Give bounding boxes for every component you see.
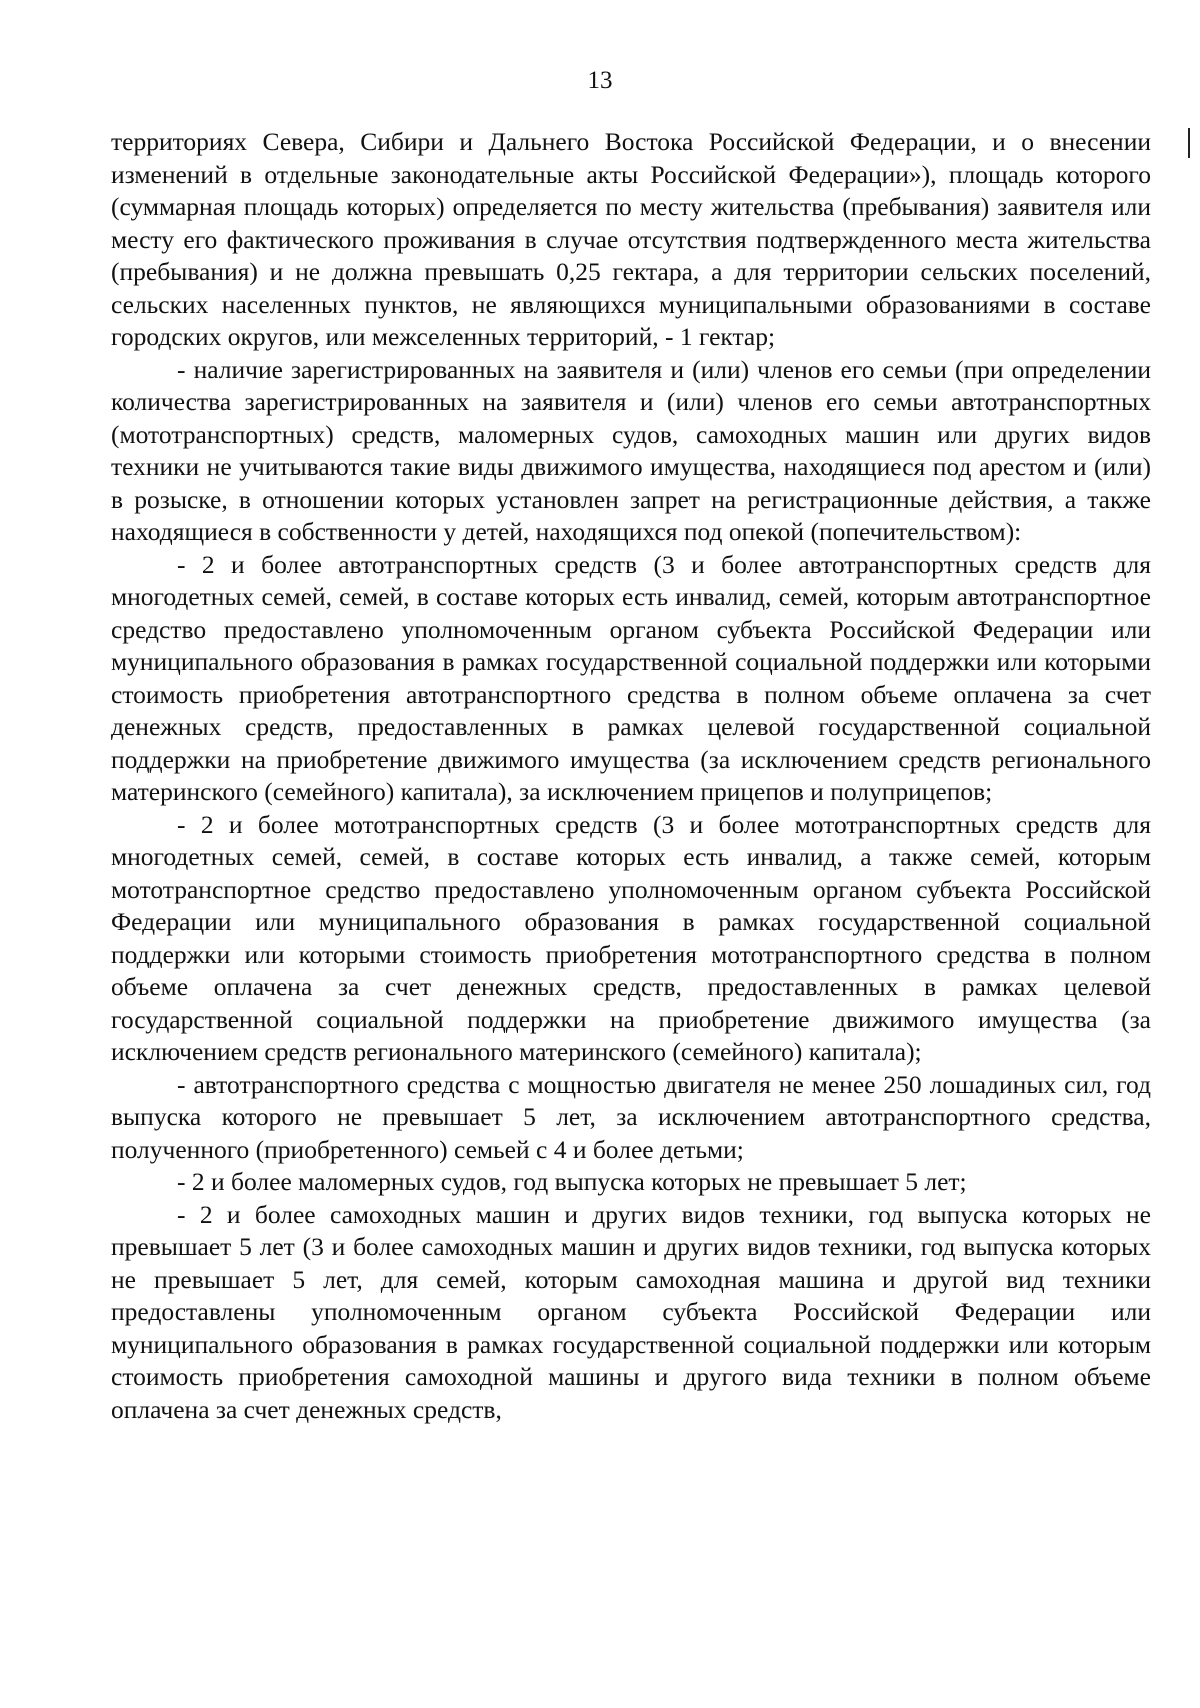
paragraph-5: - автотранспортного средства с мощностью двигателя не менее 250 лошадиных сил, год выпуска которого не превышает 5 лет, за исключением автотранспортного средства, полученного (приобретенного) семьей с 4 и более детьми;: [111, 1069, 1151, 1164]
paragraph-1: территориях Севера, Сибири и Дальнего Востока Российской Федерации, и о внесении изменений в отдельные законодательные акты Российской Федерации»), площадь которого (суммарная площадь которых) определяется по месту жительства (пребывания) заявителя или месту его фактического проживания в случае отсутствия подтвержденного места жительства (пребывания) и не должна превышать 0,25 гектара, а для территории сельских поселений, сельских населенных пунктов, не являющихся муниципальными образованиями в составе городских округов, или межселенных территорий, - 1 гектар;: [111, 127, 1151, 351]
document-body: [111, 126, 1151, 1426]
scan-edge-mark: [1188, 128, 1190, 158]
paragraph-2: - наличие зарегистрированных на заявителя и (или) членов его семьи (при определении количества зарегистрированных на заявителя и (или) членов его семьи автотранспортных (мототранспортных) средств, маломерных судов, самоходных машин или других видов техники не учитываются такие виды движимого имущества, находящиеся под арестом и (или) в розыске, в отношении которых установлен запрет на регистрационные действия, а также находящиеся в собственности у детей, находящихся под опекой (попечительством):: [111, 354, 1151, 546]
paragraph-3: - 2 и более автотранспортных средств (3 и более автотранспортных средств для многодетных семей, семей, в составе которых есть инвалид, семей, которым автотранспортное средство предоставлено уполномоченным органом субъекта Российской Федерации или муниципального образования в рамках государственной социальной поддержки или которыми стоимость приобретения автотранспортного средства в полном объеме оплачена за счет денежных средств, предоставленных в рамках целевой государственной социальной поддержки на приобретение движимого имущества (за исключением средств регионального материнского (семейного) капитала), за исключением прицепов и полуприцепов;: [111, 549, 1151, 806]
page-number: 13: [587, 67, 613, 94]
paragraph-7: - 2 и более самоходных машин и других видов техники, год выпуска которых не превышает 5 лет (3 и более самоходных машин и других видов техники, год выпуска которых не превышает 5 лет, для семей, которым самоходная машина и другой вид техники предоставлены уполномоченным органом субъекта Российской Федерации или муниципального образования в рамках государственной социальной поддержки или которым стоимость приобретения самоходной машины и другого вида техники в полном объеме оплачена за счет денежных средств,: [111, 1199, 1151, 1424]
paragraph-4: - 2 и более мототранспортных средств (3 и более мототранспортных средств для многодетных семей, семей, в составе которых есть инвалид, а также семей, которым мототранспортное средство предоставлено уполномоченным органом субъекта Российской Федерации или муниципального образования в рамках государственной социальной поддержки или которыми стоимость приобретения мототранспортного средства в полном объеме оплачена за счет денежных средств, предоставленных в рамках целевой государственной социальной поддержки на приобретение движимого имущества (за исключением средств регионального материнского (семейного) капитала);: [111, 809, 1151, 1066]
paragraph-6: - 2 и более маломерных судов, год выпуска которых не превышает 5 лет;: [177, 1167, 967, 1196]
